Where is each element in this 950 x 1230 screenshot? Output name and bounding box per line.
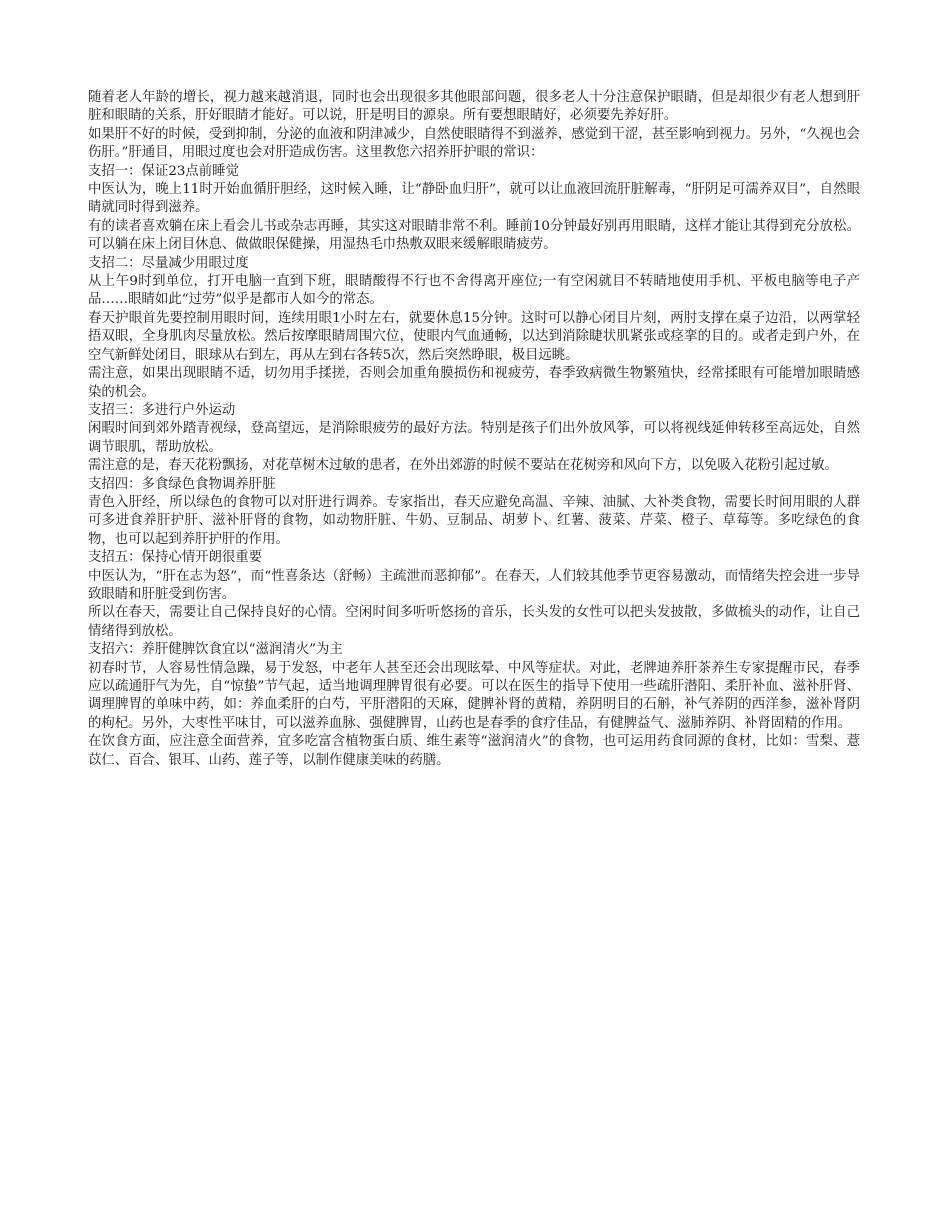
tip-5-paragraph: 中医认为，“肝在志为怒”，而“性喜条达（舒畅）主疏泄而恶抑郁”。在春天，人们较其他季节更容易激动，而情绪失控会进一步导致眼睛和肝脏受到伤害。 [88, 568, 860, 602]
tip-1-paragraph: 中医认为，晚上11时开始血循肝胆经，这时候入睡，让“静卧血归肝”，就可以让血液回流肝脏解毒，“肝阴足可濡养双目”，自然眼睛就同时得到滋养。 [88, 182, 860, 216]
paragraph-liver-eye-relation: 如果肝不好的时候，受到抑制，分泌的血液和阴津减少，自然使眼睛得不到滋养，感觉到干涩，甚至影响到视力。另外，“久视也会伤肝。”肝通目，用眼过度也会对肝造成伤害。这里教您六招养肝护眼的常识： [88, 126, 860, 161]
tip-3-paragraph: 闲暇时间到郊外踏青视绿，登高望远，是消除眼疲劳的最好方法。特别是孩子们出外放风筝，可以将视线延伸转移至高远处，自然调节眼肌，帮助放松。 [88, 421, 860, 455]
article-body [88, 89, 860, 770]
tip-3-heading: 支招三：多进行户外运动 [88, 402, 236, 418]
tip-2-paragraph: 春天护眼首先要控制用眼时间，连续用眼1小时左右，就要休息15分钟。这时可以静心闭目片刻，两肘支撑在桌子边沿，以两掌轻捂双眼，全身肌肉尽量放松。然后按摩眼睛周围穴位，使眼内气血通畅，以达到消除睫状肌紧张或痉挛的目的。或者走到户外，在空气新鲜处闭目，眼球从右到左，再从左到右各转5次，然后突然睁眼，极目远眺。 [88, 310, 860, 363]
tip-6-paragraph: 在饮食方面，应注意全面营养，宜多吃富含植物蛋白质、维生素等“滋润清火”的食物，也可运用药食同源的食材，比如：雪梨、薏苡仁、百合、银耳、山药、莲子等，以制作健康美味的药膳。 [88, 734, 860, 768]
tip-5-paragraph: 所以在春天，需要让自己保持良好的心情。空闲时间多听听悠扬的音乐，长头发的女性可以把头发披散，多做梳头的动作，让自己情绪得到放松。 [88, 605, 860, 639]
tip-6-paragraph: 初春时节，人容易性情急躁，易于发怒，中老年人甚至还会出现眩晕、中风等症状。对此，老牌迪养肝茶养生专家提醒市民，春季应以疏通肝气为先，自“惊蛰”节气起，适当地调理脾胃很有必要。可以在医生的指导下使用一些疏肝潜阳、柔肝补血、滋补肝肾、调理脾胃的单味中药，如：养血柔肝的白芍，平肝潜阳的天麻，健脾补肾的黄精，养阴明目的石斛，补气养阴的西洋参，滋补肾阴的枸杞。另外，大枣性平味甘，可以滋养血脉、强健脾胃，山药也是春季的食疗佳品，有健脾益气、滋肺养阴、补肾固精的作用。 [88, 660, 860, 731]
tip-4-paragraph: 青色入肝经，所以绿色的食物可以对肝进行调养。专家指出，春天应避免高温、辛辣、油腻、大补类食物，需要长时间用眼的人群可多进食养肝护肝、滋补肝肾的食物，如动物肝脏、牛奶、豆制品、胡萝卜、红薯、菠菜、芹菜、橙子、草莓等。多吃绿色的食物，也可以起到养肝护肝的作用。 [88, 494, 860, 547]
tip-2-paragraph: 需注意，如果出现眼睛不适，切勿用手揉搓，否则会加重角膜损伤和视疲劳，春季致病微生物繁殖快，经常揉眼有可能增加眼睛感染的机会。 [88, 366, 860, 400]
tip-4-heading: 支招四：多食绿色食物调养肝脏 [88, 476, 276, 492]
tip-2-paragraph: 从上午9时到单位，打开电脑一直到下班，眼睛酸得不行也不舍得离开座位;一有空闲就目不转睛地使用手机、平板电脑等电子产品……眼睛如此“过劳”似乎是都市人如今的常态。 [88, 274, 860, 308]
tip-1-heading: 支招一：保证23点前睡觉 [88, 163, 239, 179]
tip-3-paragraph: 需注意的是，春天花粉飘扬，对花草树木过敏的患者，在外出郊游的时候不要站在花树旁和风向下方，以免吸入花粉引起过敏。 [88, 458, 838, 474]
tip-1-paragraph: 有的读者喜欢躺在床上看会儿书或杂志再睡，其实这对眼睛非常不利。睡前10分钟最好别再用眼睛，这样才能让其得到充分放松。可以躺在床上闭目休息、做做眼保健操，用湿热毛巾热敷双眼来缓解眼睛疲劳。 [88, 218, 860, 253]
tip-2-heading: 支招二：尽量减少用眼过度 [88, 255, 249, 271]
tip-6-heading: 支招六：养肝健脾饮食宜以“滋润清火”为主 [88, 642, 343, 658]
paragraph-intro: 随着老人年龄的增长，视力越来越消退，同时也会出现很多其他眼部问题，很多老人十分注意保护眼睛，但是却很少有老人想到肝脏和眼睛的关系，肝好眼睛才能好。可以说，肝是明目的源泉。所有要想眼睛好，必须要先养好肝。 [88, 90, 860, 124]
tip-5-heading: 支招五：保持心情开朗很重要 [88, 550, 263, 566]
